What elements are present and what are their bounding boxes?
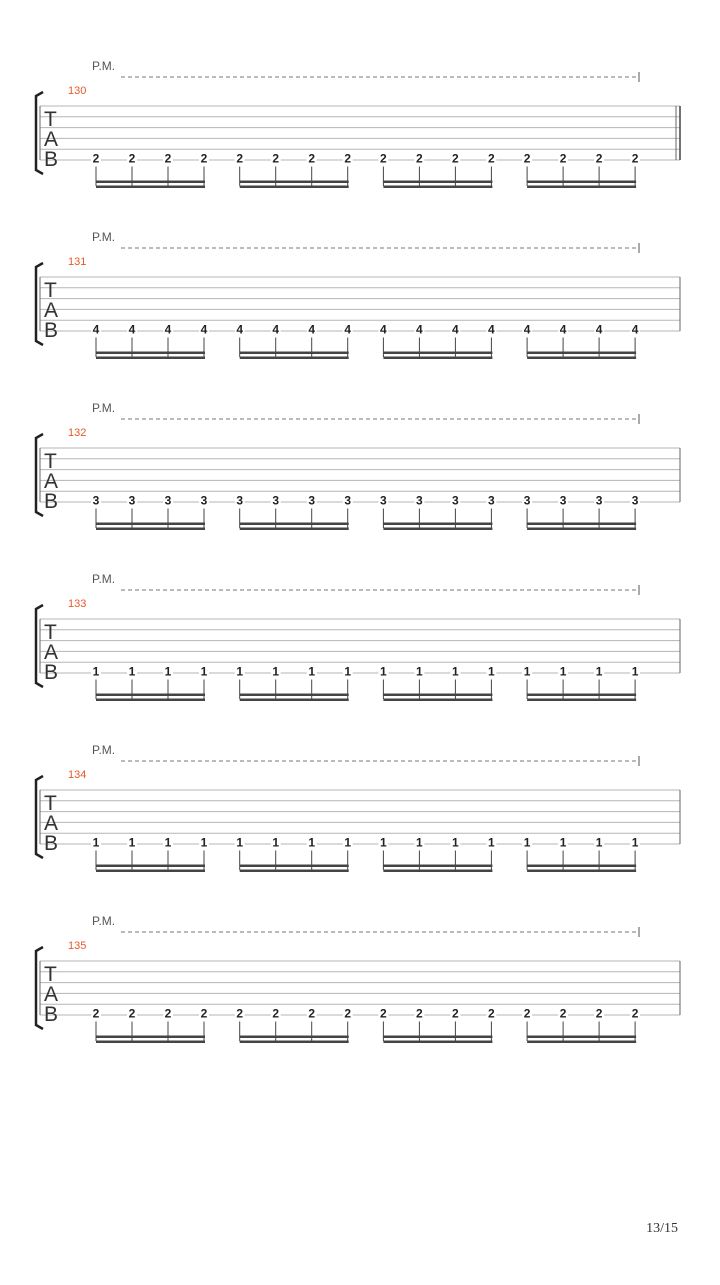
beam-secondary [96, 186, 205, 189]
fret-number: 4 [344, 322, 352, 337]
beam-secondary [96, 1041, 205, 1044]
beam-secondary [240, 528, 349, 531]
beam-primary [527, 1036, 636, 1039]
fret-number: 2 [523, 1006, 531, 1021]
fret-number: 1 [236, 664, 244, 679]
fret-number: 3 [200, 493, 208, 508]
fret-number: 1 [92, 664, 100, 679]
beam-primary [96, 181, 205, 184]
beam-secondary [527, 357, 636, 360]
beam-secondary [383, 1041, 492, 1044]
fret-number: 3 [559, 493, 567, 508]
fret-number: 3 [344, 493, 352, 508]
beam-secondary [527, 186, 636, 189]
fret-number: 2 [128, 151, 136, 166]
fret-number: 2 [92, 1006, 100, 1021]
tab-clef-letter: B [44, 319, 59, 342]
fret-number: 2 [631, 151, 639, 166]
beam-primary [240, 865, 349, 868]
fret-number: 1 [452, 835, 459, 850]
fret-number: 1 [308, 664, 316, 679]
fret-number: 2 [559, 151, 567, 166]
beam-secondary [383, 186, 492, 189]
fret-number: 1 [559, 664, 567, 679]
fret-number: 4 [128, 322, 136, 337]
fret-number: 4 [92, 322, 100, 337]
fret-number: 2 [308, 1006, 316, 1021]
tab-clef-letter: T [44, 279, 57, 302]
fret-number: 1 [164, 664, 172, 679]
tab-system [36, 743, 680, 872]
beam-primary [527, 865, 636, 868]
beam-secondary [527, 1041, 636, 1044]
fret-number: 3 [308, 493, 316, 508]
fret-number: 1 [164, 835, 172, 850]
fret-number: 3 [380, 493, 387, 508]
beam-secondary [240, 186, 349, 189]
palm-mute-label: P.M. [92, 572, 116, 586]
tab-clef-letter: B [44, 1003, 59, 1026]
fret-number: 2 [595, 151, 603, 166]
beam-primary [240, 1036, 349, 1039]
fret-number: 1 [200, 664, 208, 679]
beam-primary [240, 523, 349, 526]
measure-number: 134 [68, 769, 87, 781]
tab-clef-letter: B [44, 661, 59, 684]
beam-secondary [383, 528, 492, 531]
beam-secondary [527, 528, 636, 531]
fret-number: 4 [380, 322, 387, 337]
tab-clef-letter: A [44, 983, 59, 1006]
beam-primary [383, 523, 492, 526]
fret-number: 2 [416, 1006, 423, 1021]
fret-number: 3 [452, 493, 459, 508]
fret-number: 2 [164, 151, 172, 166]
fret-number: 3 [92, 493, 100, 508]
fret-number: 1 [416, 835, 423, 850]
beam-secondary [527, 870, 636, 873]
fret-number: 2 [452, 151, 459, 166]
beam-primary [527, 523, 636, 526]
fret-number: 1 [488, 835, 495, 850]
fret-number: 2 [559, 1006, 567, 1021]
fret-number: 2 [92, 151, 100, 166]
fret-number: 2 [488, 1006, 495, 1021]
beam-secondary [96, 357, 205, 360]
palm-mute-label: P.M. [92, 230, 116, 244]
fret-number: 2 [272, 151, 280, 166]
measure-number: 133 [68, 598, 87, 610]
fret-number: 1 [380, 664, 387, 679]
beam-secondary [96, 528, 205, 531]
tab-clef-letter: A [44, 299, 59, 322]
fret-number: 1 [595, 664, 603, 679]
tab-clef-letter: B [44, 490, 59, 513]
fret-number: 1 [631, 664, 639, 679]
beam-secondary [383, 357, 492, 360]
fret-number: 1 [344, 835, 352, 850]
fret-number: 1 [344, 664, 352, 679]
fret-number: 2 [380, 1006, 387, 1021]
fret-number: 1 [595, 835, 603, 850]
beam-secondary [527, 699, 636, 702]
tab-clef-letter: T [44, 963, 57, 986]
fret-number: 1 [416, 664, 423, 679]
measure-number: 131 [68, 256, 87, 268]
fret-number: 2 [236, 1006, 244, 1021]
fret-number: 2 [416, 151, 423, 166]
fret-number: 4 [416, 322, 423, 337]
tab-clef-letter: A [44, 812, 59, 835]
beam-primary [96, 1036, 205, 1039]
fret-number: 4 [452, 322, 459, 337]
beam-primary [96, 865, 205, 868]
beam-secondary [240, 357, 349, 360]
fret-number: 1 [128, 664, 136, 679]
beam-primary [383, 352, 492, 355]
beam-primary [96, 523, 205, 526]
beam-primary [240, 181, 349, 184]
tab-clef-letter: T [44, 450, 57, 473]
fret-number: 1 [308, 835, 316, 850]
tab-clef-letter: B [44, 148, 59, 171]
beam-secondary [383, 699, 492, 702]
fret-number: 2 [344, 151, 352, 166]
fret-number: 2 [523, 151, 531, 166]
fret-number: 2 [488, 151, 495, 166]
fret-number: 2 [236, 151, 244, 166]
fret-number: 3 [128, 493, 136, 508]
tab-clef-letter: B [44, 832, 59, 855]
fret-number: 1 [523, 835, 531, 850]
fret-number: 3 [523, 493, 531, 508]
beam-primary [383, 181, 492, 184]
tab-clef-letter: T [44, 792, 57, 815]
beam-primary [96, 694, 205, 697]
beam-primary [527, 352, 636, 355]
beam-primary [240, 352, 349, 355]
fret-number: 1 [272, 664, 280, 679]
fret-number: 3 [416, 493, 423, 508]
tab-system [36, 572, 680, 701]
fret-number: 2 [272, 1006, 280, 1021]
tab-clef-letter: T [44, 108, 57, 131]
fret-number: 1 [272, 835, 280, 850]
fret-number: 4 [200, 322, 208, 337]
beam-primary [527, 181, 636, 184]
tab-system [36, 230, 680, 359]
fret-number: 3 [488, 493, 495, 508]
fret-number: 2 [380, 151, 387, 166]
fret-number: 1 [128, 835, 136, 850]
fret-number: 3 [272, 493, 280, 508]
fret-number: 4 [308, 322, 316, 337]
measure-number: 130 [68, 85, 87, 97]
fret-number: 1 [488, 664, 495, 679]
fret-number: 1 [92, 835, 100, 850]
fret-number: 4 [164, 322, 172, 337]
fret-number: 2 [200, 1006, 208, 1021]
tab-system [36, 401, 680, 530]
measure-number: 132 [68, 427, 87, 439]
fret-number: 1 [523, 664, 531, 679]
beam-secondary [383, 870, 492, 873]
beam-secondary [240, 699, 349, 702]
fret-number: 1 [559, 835, 567, 850]
fret-number: 4 [523, 322, 531, 337]
palm-mute-label: P.M. [92, 59, 116, 73]
fret-number: 3 [164, 493, 172, 508]
beam-secondary [240, 1041, 349, 1044]
fret-number: 4 [631, 322, 639, 337]
beam-primary [240, 694, 349, 697]
fret-number: 2 [452, 1006, 459, 1021]
beam-secondary [96, 699, 205, 702]
fret-number: 4 [272, 322, 280, 337]
fret-number: 2 [200, 151, 208, 166]
fret-number: 4 [595, 322, 603, 337]
tab-system [36, 914, 680, 1043]
fret-number: 2 [344, 1006, 352, 1021]
fret-number: 2 [128, 1006, 136, 1021]
fret-number: 1 [200, 835, 208, 850]
fret-number: 1 [380, 835, 387, 850]
fret-number: 2 [631, 1006, 639, 1021]
page-number: 13/15 [646, 1221, 678, 1236]
beam-primary [383, 1036, 492, 1039]
palm-mute-label: P.M. [92, 401, 116, 415]
tab-clef-letter: A [44, 641, 59, 664]
fret-number: 2 [595, 1006, 603, 1021]
fret-number: 4 [488, 322, 495, 337]
beam-primary [383, 694, 492, 697]
tab-clef-letter: A [44, 470, 59, 493]
fret-number: 4 [559, 322, 567, 337]
fret-number: 3 [236, 493, 244, 508]
beam-primary [527, 694, 636, 697]
fret-number: 4 [236, 322, 244, 337]
tab-system [36, 59, 680, 188]
fret-number: 1 [236, 835, 244, 850]
beam-secondary [96, 870, 205, 873]
palm-mute-label: P.M. [92, 743, 116, 757]
fret-number: 2 [164, 1006, 172, 1021]
tab-clef-letter: A [44, 128, 59, 151]
fret-number: 1 [452, 664, 459, 679]
beam-primary [96, 352, 205, 355]
palm-mute-label: P.M. [92, 914, 116, 928]
fret-number: 1 [631, 835, 639, 850]
tab-clef-letter: T [44, 621, 57, 644]
fret-number: 3 [631, 493, 639, 508]
fret-number: 3 [595, 493, 603, 508]
measure-number: 135 [68, 940, 87, 952]
beam-secondary [240, 870, 349, 873]
fret-number: 2 [308, 151, 316, 166]
beam-primary [383, 865, 492, 868]
